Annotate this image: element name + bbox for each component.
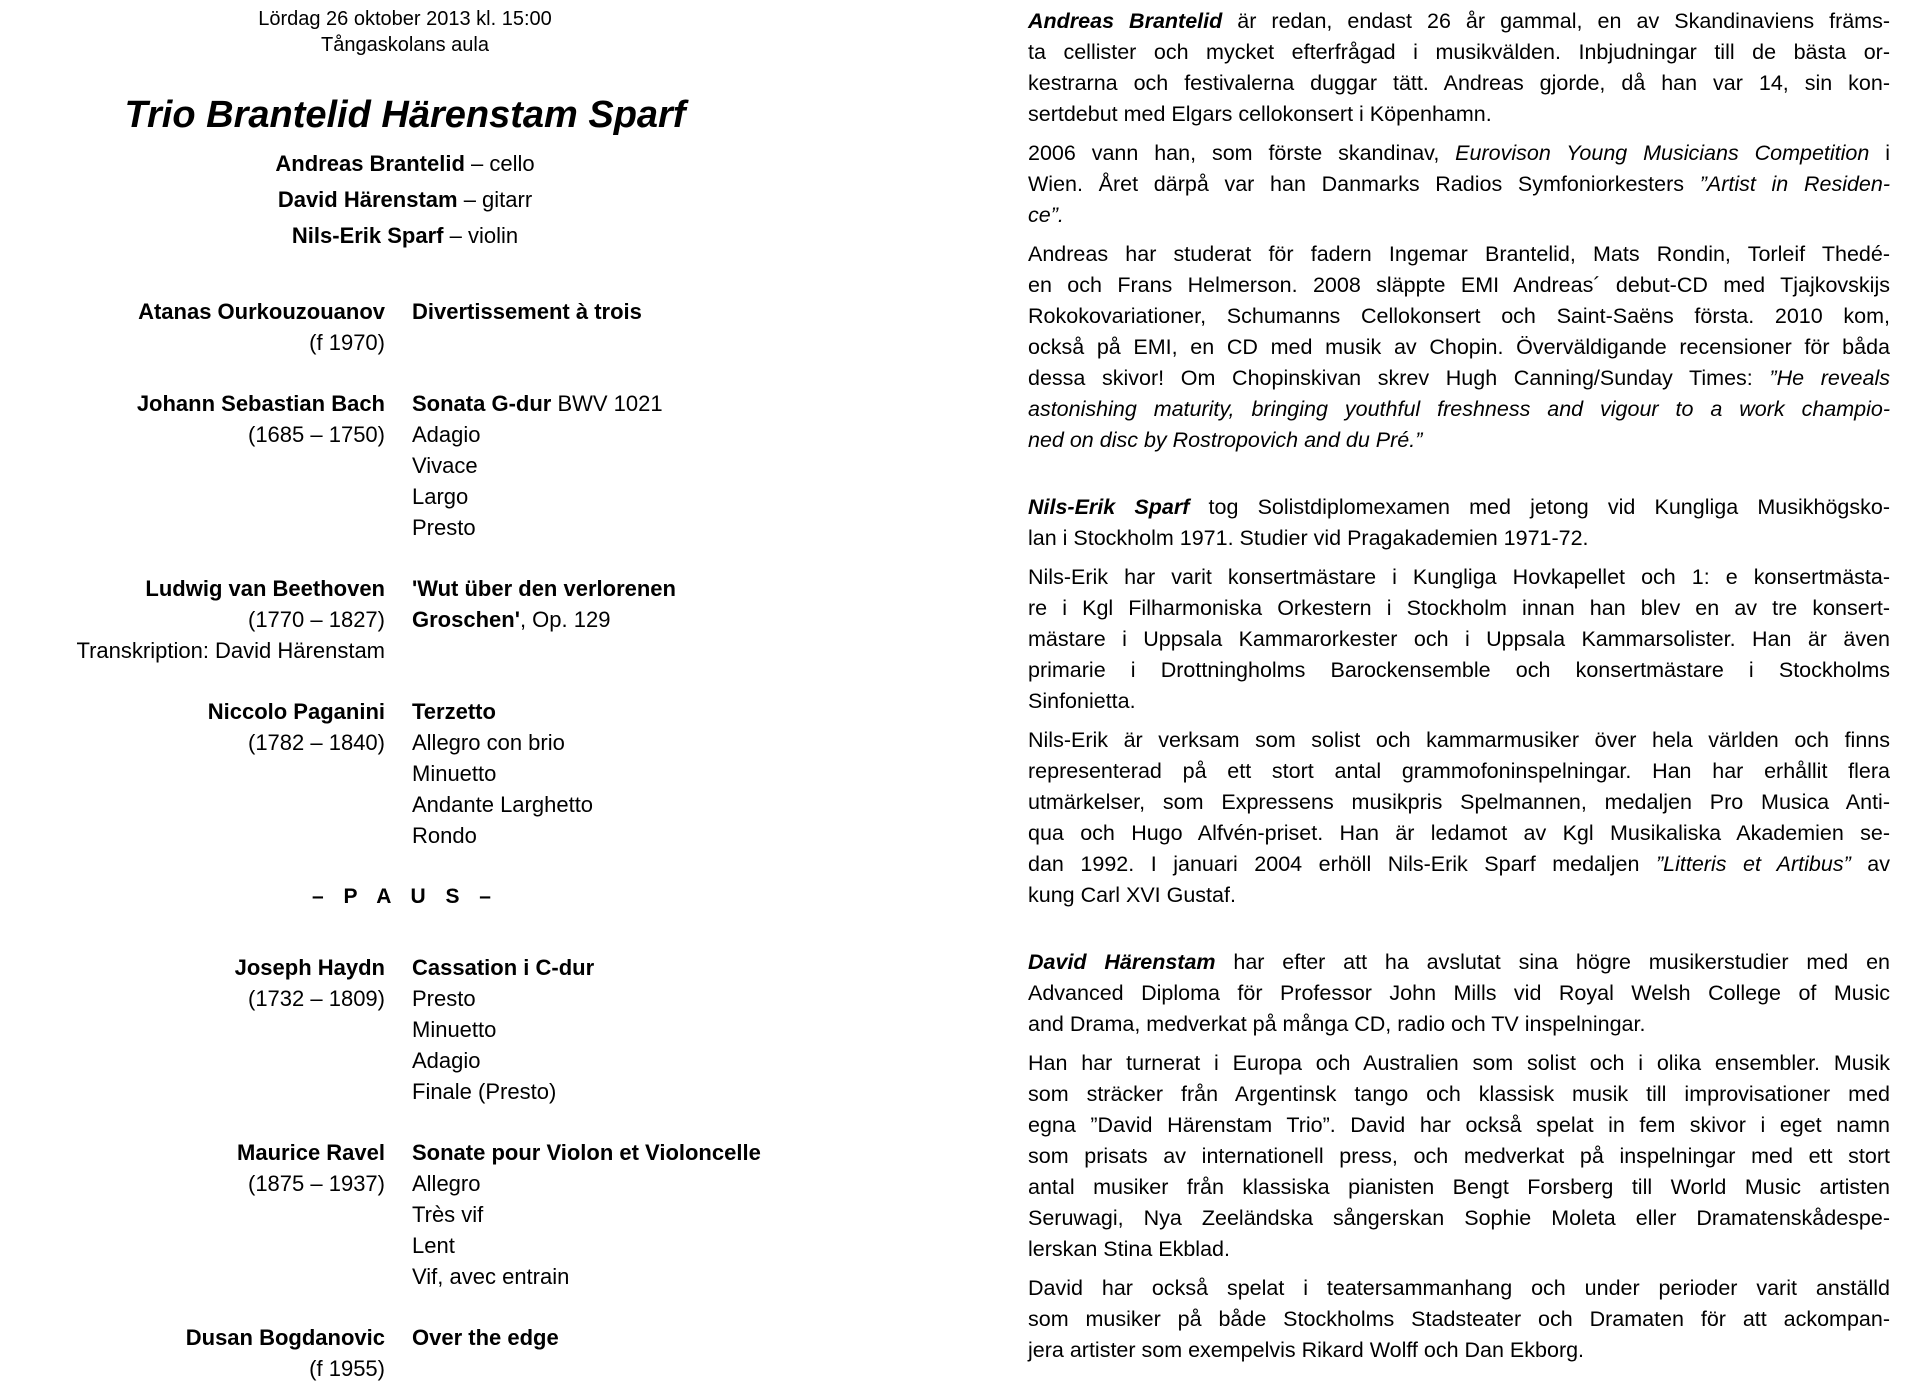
text-segment: Andreas har studerat för fadern Ingemar Brantelid, Mats Rondin, Torleif Thedé- [1028, 242, 1890, 266]
composer-name-line [0, 573, 385, 604]
text-segment: David Härenstam [1028, 950, 1216, 974]
bio-line [1028, 1304, 1890, 1335]
text-segment: (1875 – 1937) [248, 1171, 385, 1196]
bio-line [1028, 655, 1890, 686]
text-segment: Andante Larghetto [412, 792, 594, 817]
bio-line [1028, 332, 1890, 363]
text-segment: Presto [412, 515, 476, 540]
text-segment: är redan, endast 26 år gammal, en av Skandinaviens främs- [1222, 9, 1891, 33]
bio-line [1028, 37, 1890, 68]
text-segment: Allegro [412, 1171, 481, 1196]
composer-cell [0, 296, 385, 358]
program-row [0, 1322, 820, 1384]
text-segment: ned on disc by Rostropovich and du Pré.” [1028, 428, 1423, 452]
text-segment: Lent [412, 1233, 455, 1258]
bio-line [1028, 686, 1890, 717]
performer-instrument: – cello [464, 151, 535, 176]
bio-paragraph [1028, 1273, 1890, 1366]
movement-line [412, 1076, 810, 1107]
text-segment: Over the edge [412, 1325, 559, 1350]
text-segment: Maurice Ravel [237, 1140, 385, 1165]
bio-line [1028, 425, 1890, 456]
bio-paragraph [1028, 562, 1890, 717]
movement-line [412, 1014, 810, 1045]
work-cell [412, 296, 810, 358]
text-segment: Sonata G-dur [412, 391, 552, 416]
bio-line [1028, 593, 1890, 624]
text-segment: Niccolo Paganini [207, 699, 385, 724]
work-cell [412, 952, 810, 1107]
performer-instrument: – violin [443, 223, 519, 248]
bio-line [1028, 562, 1890, 593]
text-segment: Seruwagi, Nya Zeeländska sångerskan Sophie Moleta eller Dramatenskådespe- [1028, 1206, 1890, 1230]
bio-line [1028, 169, 1890, 200]
text-segment: 'Wut über den verlorenen [412, 576, 676, 601]
text-segment: antal musiker från klassiska pianisten Bengt Forsberg till World Music artisten [1028, 1175, 1890, 1199]
composer-cell [0, 696, 385, 851]
text-segment: Sinfonietta. [1028, 689, 1136, 713]
bio-line [1028, 880, 1890, 911]
text-segment: Atanas Ourkouzouanov [138, 299, 385, 324]
movement-line [412, 1261, 810, 1292]
work-title-line [412, 388, 810, 419]
text-segment: en och Frans Helmerson. 2008 släppte EMI Andreas´ debut-CD med Tjajkovskijs [1028, 273, 1890, 297]
text-segment: ta cellister och mycket efterfrågad i musikvälden. Inbjudningar till de bästa or- [1028, 40, 1890, 64]
text-segment: också på EMI, en CD med musik av Chopin. Överväldigande recensioner för båda [1028, 335, 1890, 359]
bio-line [1028, 99, 1890, 130]
text-segment: Dusan Bogdanovic [185, 1325, 385, 1350]
bio-line [1028, 725, 1890, 756]
composer-name-line [0, 388, 385, 419]
bio-paragraph [1028, 138, 1890, 231]
program-panel [0, 0, 820, 1391]
bio-line [1028, 787, 1890, 818]
event-venue: Tångaskolans aula [321, 34, 489, 56]
text-segment: som musiker på både Stockholms Stadsteater och Dramaten för att ackompan- [1028, 1307, 1890, 1331]
bio-line [1028, 270, 1890, 301]
bio-line [1028, 6, 1890, 37]
composer-cell [0, 388, 385, 543]
text-segment: kestrarna och festivalerna duggar tätt. Andreas gjorde, då han var 14, sin kon- [1028, 71, 1890, 95]
text-segment: Largo [412, 484, 469, 509]
composer-name-line [0, 1322, 385, 1353]
text-segment: kung Carl XVI Gustaf. [1028, 883, 1236, 907]
text-segment: Très vif [412, 1202, 484, 1227]
work-title-line [412, 573, 810, 604]
text-segment: Transkription: David Härenstam [76, 638, 385, 663]
text-segment: dan 1992. I januari 2004 erhöll Nils-Erik Sparf medaljen [1028, 852, 1656, 876]
bio-line [1028, 301, 1890, 332]
composer-detail-line [0, 635, 385, 666]
text-segment: and Drama, medverkat på många CD, radio och TV inspelningar. [1028, 1012, 1646, 1036]
text-segment: Nils-Erik är verksam som solist och kammarmusiker över hela världen och finns [1028, 728, 1890, 752]
text-segment: Vif, avec entrain [412, 1264, 570, 1289]
text-segment: Presto [412, 986, 476, 1011]
text-segment: primarie i Drottningholms Barockensemble och konsertmästare i Stockholms [1028, 658, 1890, 682]
text-segment: egna ”David Härenstam Trio”. David har också spelat in fem skivor i eget namn [1028, 1113, 1890, 1137]
movement-line [412, 758, 810, 789]
text-segment: Cassation i C-dur [412, 955, 595, 980]
program-row [0, 696, 820, 851]
text-segment: Nils-Erik har varit konsertmästare i Kungliga Hovkapellet och 1: e konsertmästa- [1028, 565, 1890, 589]
bio-line [1028, 947, 1890, 978]
text-segment: (f 1955) [309, 1356, 385, 1381]
composer-detail-line [0, 983, 385, 1014]
program-row [0, 296, 820, 358]
work-title-line [412, 952, 810, 983]
movement-line [412, 1199, 810, 1230]
composer-name-line [0, 952, 385, 983]
bio-line [1028, 138, 1890, 169]
bio-section [1028, 492, 1890, 911]
composer-detail-line [0, 727, 385, 758]
composer-detail-line [0, 1353, 385, 1384]
text-segment: Han har turnerat i Europa och Australien som solist och i olika ensembler. Musik [1028, 1051, 1890, 1075]
bio-paragraph [1028, 6, 1890, 130]
work-cell [412, 696, 810, 851]
text-segment: dessa skivor! Om Chopinskivan skrev Hugh Canning/Sunday Times: [1028, 366, 1770, 390]
text-segment: Rondo [412, 823, 477, 848]
performer-instrument: – gitarr [457, 187, 533, 212]
bio-line [1028, 624, 1890, 655]
event-header [0, 6, 810, 58]
text-segment: Johann Sebastian Bach [136, 391, 385, 416]
text-segment: sertdebut med Elgars cellokonsert i Köpenhamn. [1028, 102, 1492, 126]
bio-line [1028, 1203, 1890, 1234]
text-segment: lan i Stockholm 1971. Studier vid Pragakademien 1971-72. [1028, 526, 1589, 550]
performer-line [0, 182, 810, 218]
work-cell [412, 573, 810, 666]
text-segment: Wien. Året därpå var han Danmarks Radios Symfoniorkesters [1028, 172, 1700, 196]
text-segment: Groschen' [412, 607, 520, 632]
text-segment: Rokokovariationer, Schumanns Cellokonsert och Saint-Saëns första. 2010 kom, [1028, 304, 1890, 328]
composer-name-line [0, 296, 385, 327]
performer-name: David Härenstam [277, 187, 458, 212]
movement-line [412, 604, 810, 635]
composer-cell [0, 1322, 385, 1384]
work-cell [412, 1322, 810, 1384]
bio-line [1028, 492, 1890, 523]
text-segment: ”Litteris et Artibus” [1656, 852, 1851, 876]
text-segment: Adagio [412, 422, 481, 447]
movement-line [412, 450, 810, 481]
bio-line [1028, 818, 1890, 849]
bio-line [1028, 394, 1890, 425]
movement-line [412, 512, 810, 543]
bio-line [1028, 363, 1890, 394]
program-row [0, 952, 820, 1107]
bio-line [1028, 200, 1890, 231]
movement-line [412, 1045, 810, 1076]
program-row [0, 1137, 820, 1292]
text-segment: 2006 vann han, som förste skandinav, [1028, 141, 1456, 165]
work-title-line [412, 1137, 810, 1168]
bio-line [1028, 1141, 1890, 1172]
movement-line [412, 820, 810, 851]
text-segment: av [1850, 852, 1890, 876]
text-segment: David har också spelat i teatersammanhang och under perioder varit anställd [1028, 1276, 1890, 1300]
movement-line [412, 727, 810, 758]
bio-section [1028, 947, 1890, 1366]
bio-line [1028, 1009, 1890, 1040]
bio-line [1028, 756, 1890, 787]
movement-line [412, 481, 810, 512]
movement-line [412, 789, 810, 820]
bio-line [1028, 1234, 1890, 1265]
bio-line [1028, 1048, 1890, 1079]
text-segment: Joseph Haydn [234, 955, 385, 980]
composer-detail-line [0, 604, 385, 635]
text-segment: Minuetto [412, 761, 497, 786]
movement-line [412, 983, 810, 1014]
bio-line [1028, 1079, 1890, 1110]
text-segment: (1685 – 1750) [248, 422, 385, 447]
text-segment: Vivace [412, 453, 478, 478]
bio-line [1028, 1110, 1890, 1141]
bio-paragraph [1028, 947, 1890, 1040]
text-segment: som sträcker från Argentinsk tango och klassisk musik till improvisationer med [1028, 1082, 1890, 1106]
bio-line [1028, 1273, 1890, 1304]
text-segment: Sonate pour Violon et Violoncelle [412, 1140, 761, 1165]
composer-cell [0, 952, 385, 1107]
program-list [0, 296, 820, 1384]
composer-name-line [0, 1137, 385, 1168]
movement-line [412, 1230, 810, 1261]
text-segment: BWV 1021 [551, 391, 663, 416]
composer-detail-line [0, 419, 385, 450]
performer-line [0, 146, 810, 182]
bio-line [1028, 849, 1890, 880]
text-segment: ”Artist in Residen- [1699, 172, 1890, 196]
program-row [0, 388, 820, 543]
text-segment: Terzetto [412, 699, 496, 724]
text-segment: tog Solistdiplomexamen med jetong vid Kungliga Musikhögsko- [1189, 495, 1890, 519]
text-segment: ce”. [1028, 203, 1064, 227]
composer-detail-line [0, 1168, 385, 1199]
text-segment: Divertissement à trois [412, 299, 642, 324]
text-segment: Advanced Diploma för Professor John Mills vid Royal Welsh College of Music [1028, 981, 1890, 1005]
bio-line [1028, 1335, 1890, 1366]
text-segment: astonishing maturity, bringing youthful freshness and vigour to a work champio- [1028, 397, 1890, 421]
movement-line [412, 419, 810, 450]
work-cell [412, 1137, 810, 1292]
text-segment: , Op. 129 [519, 607, 611, 632]
text-segment: lerskan Stina Ekblad. [1028, 1237, 1230, 1261]
program-row [0, 573, 820, 666]
pause-label: – P A U S – [312, 885, 498, 908]
text-segment: mästare i Uppsala Kammarorkester och i Uppsala Kammarsolister. Han är även [1028, 627, 1890, 651]
text-segment: som prisats av internationell press, och medverkat på inspelningar med ett stort [1028, 1144, 1890, 1168]
text-segment: ”He reveals [1769, 366, 1890, 390]
page-title: Trio Brantelid Härenstam Sparf [124, 94, 686, 136]
text-segment: Minuetto [412, 1017, 497, 1042]
text-segment: Adagio [412, 1048, 481, 1073]
movement-line [412, 1168, 810, 1199]
work-title-line [412, 296, 810, 327]
bio-line [1028, 68, 1890, 99]
bio-section [1028, 6, 1890, 456]
text-segment: utmärkelser, som Expressens musikpris Spelmannen, medaljen Pro Musica Anti- [1028, 790, 1890, 814]
text-segment: har efter att ha avslutat sina högre musikerstudier med en [1215, 950, 1890, 974]
text-segment: Ludwig van Beethoven [145, 576, 385, 601]
text-segment: Eurovison Young Musicians Competition [1455, 141, 1870, 165]
text-segment: Andreas Brantelid [1028, 9, 1223, 33]
work-title-line [412, 696, 810, 727]
text-segment: representerad på ett stort antal grammofoninspelningar. Han har erhållit flera [1028, 759, 1890, 783]
text-segment: (1732 – 1809) [248, 986, 385, 1011]
text-segment: jera artister som exempelvis Rikard Wolff och Dan Ekborg. [1028, 1338, 1585, 1362]
performers-list [0, 146, 810, 254]
text-segment: (f 1970) [309, 330, 385, 355]
composer-cell [0, 573, 385, 666]
text-segment: i [1869, 141, 1890, 165]
bios-panel [1028, 6, 1890, 1391]
bio-line [1028, 1172, 1890, 1203]
text-segment: Finale (Presto) [412, 1079, 557, 1104]
text-segment: (1782 – 1840) [248, 730, 385, 755]
work-cell [412, 388, 810, 543]
bio-line [1028, 978, 1890, 1009]
performer-name: Andreas Brantelid [275, 151, 465, 176]
text-segment: (1770 – 1827) [248, 607, 385, 632]
performer-line [0, 218, 810, 254]
text-segment: Nils-Erik Sparf [1028, 495, 1190, 519]
bio-paragraph [1028, 492, 1890, 554]
bio-line [1028, 239, 1890, 270]
performer-name: Nils-Erik Sparf [291, 223, 444, 248]
bio-line [1028, 523, 1890, 554]
bio-paragraph [1028, 239, 1890, 456]
bio-paragraph [1028, 1048, 1890, 1265]
composer-cell [0, 1137, 385, 1292]
text-segment: re i Kgl Filharmoniska Orkestern i Stockholm innan han blev en av tre konsert- [1028, 596, 1890, 620]
event-date: Lördag 26 oktober 2013 kl. 15:00 [258, 8, 552, 30]
work-title-line [412, 1322, 810, 1353]
text-segment: qua och Hugo Alfvén-priset. Han är ledamot av Kgl Musikaliska Akademien se- [1028, 821, 1890, 845]
composer-name-line [0, 696, 385, 727]
bio-paragraph [1028, 725, 1890, 911]
text-segment: Allegro con brio [412, 730, 565, 755]
composer-detail-line [0, 327, 385, 358]
